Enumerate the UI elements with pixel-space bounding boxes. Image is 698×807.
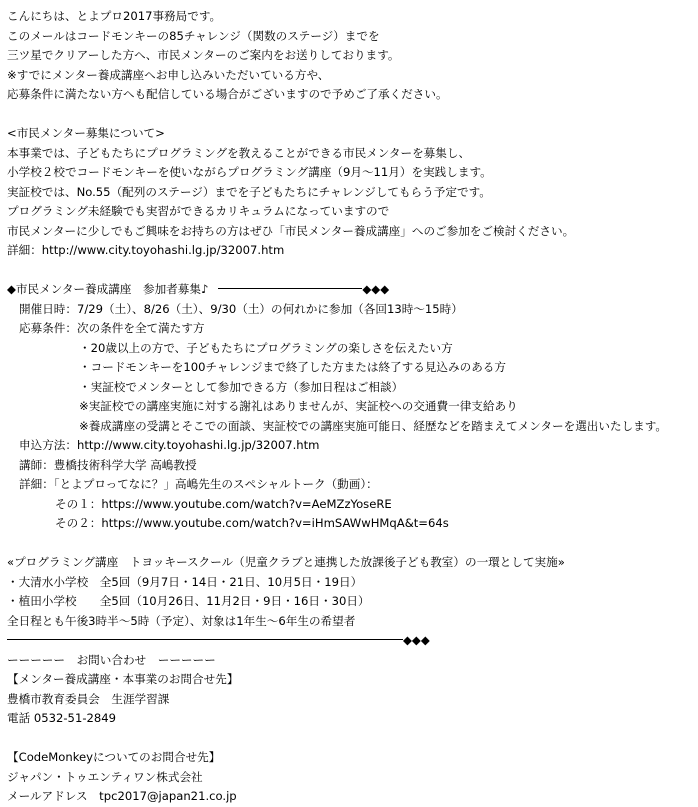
video1-link[interactable]: https://www.youtube.com/watch?v=AeMZzYoseRE [101, 496, 392, 511]
contact-cm-email[interactable]: メールアドレス tpc2017@japan21.co.jp [7, 789, 237, 803]
recruit-line: 実証校では、No.55（配列のステージ）までを子どもたちにチャレンジしてもらう予定です。 [7, 184, 491, 199]
recruit-detail [7, 241, 695, 261]
intro-line: ※すでにメンター養成講座へお申し込みいただいている方や、 [7, 67, 330, 82]
school-item: ・大清水小学校 全5回（9月7日・14日・21日、10月5日・19日） [7, 574, 363, 589]
recruit-line: 市民メンターに少しでもご興味をお持ちの方はぜひ「市民メンター養成講座」へのご参加をご検討ください。 [7, 223, 575, 238]
recruit-heading: <市民メンター募集について> [7, 126, 165, 140]
contact-heading: ーーーーー お問い合わせ ーーーーー [7, 652, 216, 667]
talk-line: 詳細：「とよプロってなに？」高嶋先生のスペシャルトーク（動画）： [19, 477, 378, 491]
intro-line: 三ツ星でクリアーした方へ、市民メンターのご案内をお送りしております。 [7, 48, 400, 62]
program-schedule: 全日程とも午後3時半〜5時（予定）、対象は1年生〜6年生の希望者 [7, 613, 356, 628]
condition-item: ・コードモンキーを100チャレンジまで終了した方または終了する見込みのある方 [79, 360, 506, 374]
detail-label: 詳細： [7, 243, 42, 257]
contact-cm-label: 【CodeMonkeyについてのお問合せ先】 [7, 750, 221, 764]
intro-line: このメールはコードモンキーの85チャレンジ（関数のステージ）までを [7, 28, 380, 43]
condition-item: ・実証校でメンターとして参加できる方（参加日程はご相談） [79, 379, 404, 394]
blank-line [7, 105, 695, 125]
heading-diamonds: ◆◆◆ [362, 282, 390, 296]
contact-cm-org: ジャパン・トゥエンティワン株式会社 [7, 769, 203, 784]
program-rule [7, 639, 403, 641]
condition-item: ・20歳以上の方で、子どもたちにプログラミングの楽しさを伝えたい方 [79, 340, 453, 355]
condition-note: ※実証校での講座実施に対する謝礼はありませんが、実証校への交通費一律支給あり [79, 399, 518, 413]
video-line [7, 495, 695, 515]
apply-line [7, 436, 695, 456]
lecturer: 講師：豊橋技術科学大学 高嶋教授 [19, 457, 197, 472]
blank-line [7, 534, 695, 554]
recruit-line: 小学校２校でコードモンキーを使いながらプログラミング講座（9月〜11月）を実践します。 [7, 165, 492, 179]
program-rule-line [7, 631, 695, 651]
video1-label: その１： [55, 496, 102, 511]
course-heading: ◆市民メンター養成講座 参加者募集♪ [7, 282, 209, 296]
apply-label: 申込方法： [19, 438, 77, 452]
intro-line: 応募条件に満たない方へも配信している場合がございますので予めご了承ください。 [7, 87, 448, 101]
detail-link[interactable]: http://www.city.toyohashi.lg.jp/32007.htm [41, 243, 285, 257]
contact-city-phone: 電話 0532-51-2849 [7, 711, 117, 725]
contact-city-label: 【メンター養成講座・本事業のお問合せ先】 [7, 672, 239, 686]
video-line [7, 514, 695, 534]
course-dates: 開催日時：7/29（土）、8/26（土）、9/30（土）の何れかに参加（各回13時〜15時） [19, 301, 463, 316]
video2-link[interactable]: https://www.youtube.com/watch?v=iHmSAWwHMqA&t=64s [101, 516, 449, 530]
heading-rule [218, 288, 362, 290]
program-heading: «プログラミング講座 トヨッキースクール（児童クラブと連携した放課後子ども教室）の一環として実施» [7, 555, 565, 569]
course-heading-line [7, 280, 695, 300]
apply-link[interactable]: http://www.city.toyohashi.lg.jp/32007.htm [76, 438, 320, 452]
recruit-line: 本事業では、子どもたちにプログラミングを教えることができる市民メンターを募集し、 [7, 145, 471, 160]
blank-line [7, 729, 695, 749]
blank-line [7, 261, 695, 281]
contact-city-org: 豊橋市教育委員会 生涯学習課 [7, 691, 170, 706]
recruit-line: プログラミング未経験でも実習ができるカリキュラムになっていますので [7, 204, 390, 218]
video2-label: その２： [55, 516, 102, 530]
program-diamonds: ◆◆◆ [403, 633, 430, 647]
condition-note: ※養成講座の受講とそこでの面談、実証校での講座実施可能日、経歴などを踏まえてメンターを選出いたします。 [79, 418, 668, 433]
course-conditions-label: 応募条件：次の条件を全て満たす方 [19, 321, 205, 335]
email-body [7, 7, 695, 807]
school-item: ・植田小学校 全5回（10月26日、11月2日・9日・16日・30日） [7, 594, 370, 608]
greeting: こんにちは、とよプロ2017事務局です。 [7, 9, 222, 23]
